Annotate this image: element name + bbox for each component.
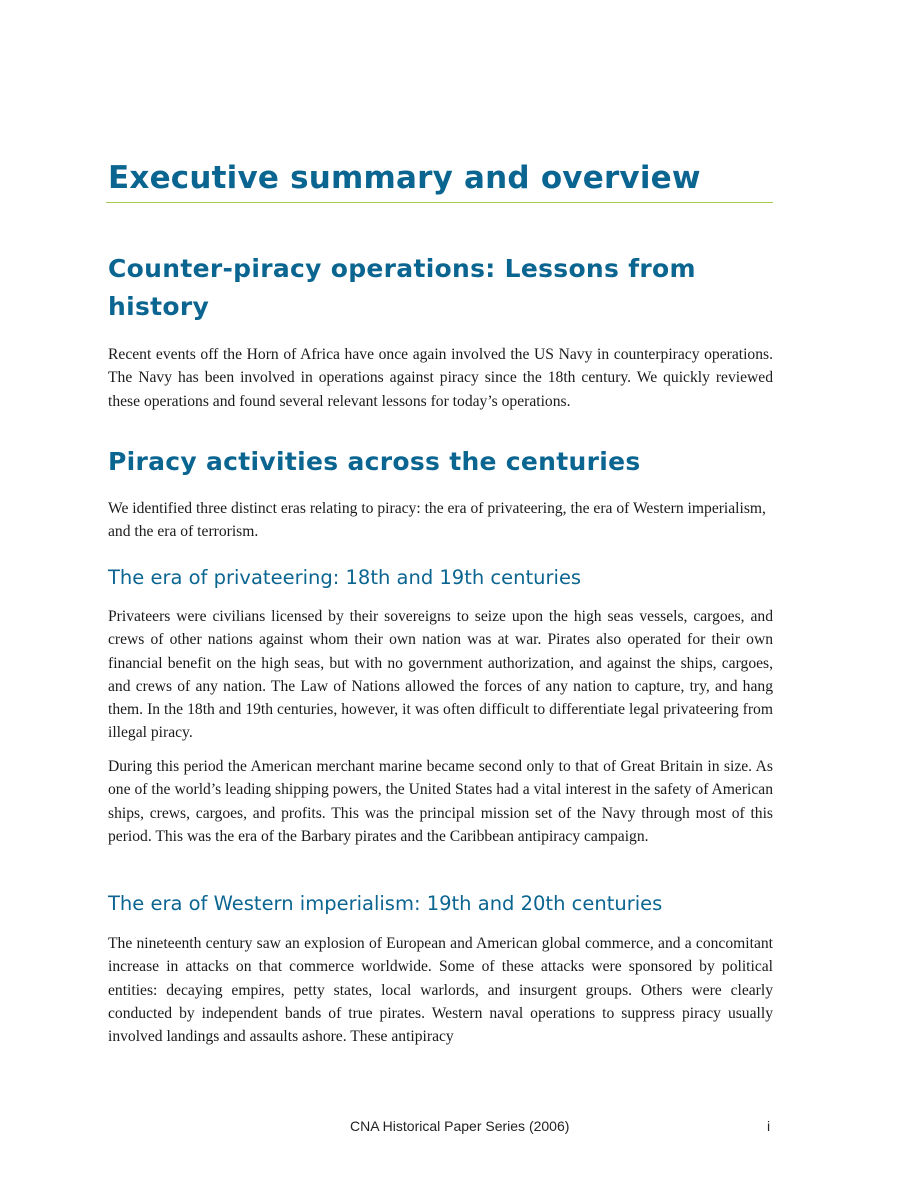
- subsection-heading: The era of privateering: 18th and 19th centuries: [108, 566, 582, 589]
- section-counter-piracy-body: [108, 343, 773, 413]
- subsection-privateering-body-2: [108, 755, 773, 848]
- paragraph: The nineteenth century saw an explosion of European and American global commerce, and a concomitant increase in attacks on that commerce worldwide. Some of these attacks were sponsored by political entities: decaying empires, petty states, local warlords, and insurgent groups. Others were clearly conducted by independent bands of true pirates. Western naval operations to suppress piracy usually involved landings and assaults ashore. These antipiracy: [108, 935, 773, 1046]
- paragraph: We identified three distinct eras relating to piracy: the era of privateering, the era of Western imperialism, and the era of terrorism.: [108, 500, 766, 541]
- subsection-heading: The era of Western imperialism: 19th and 20th centuries: [108, 892, 663, 915]
- paragraph: Privateers were civilians licensed by their sovereigns to seize upon the high seas vessels, cargoes, and crews of other nations against whom their own nation was at war. Pirates also operated for their own financial benefit on the high seas, but with no government authorization, and against the ships, cargoes, and crews of any nation. The Law of Nations allowed the forces of any nation to capture, try, and hang them. In the 18th and 19th centuries, however, it was often difficult to differentiate legal privateering from illegal piracy.: [108, 608, 773, 742]
- section-counter-piracy: [108, 250, 773, 326]
- subsection-privateering: [108, 565, 773, 591]
- section-heading: Counter-piracy operations: Lessons from history: [108, 254, 696, 321]
- paragraph: During this period the American merchant marine became second only to that of Great Britain in size. As one of the world’s leading shipping powers, the United States had a vital interest in the safety of American ships, crews, cargoes, and profits. This was the principal mission set of the Navy through most of this period. This was the era of the Barbary pirates and the Caribbean antipiracy campaign.: [108, 758, 773, 845]
- paragraph: Recent events off the Horn of Africa have once again involved the US Navy in counterpiracy operations. The Navy has been involved in operations against piracy since the 18th century. We quickly reviewed these operations and found several relevant lessons for today’s operations.: [108, 346, 773, 410]
- footer-series: CNA Historical Paper Series (2006): [350, 1118, 570, 1134]
- subsection-imperialism: [108, 891, 773, 917]
- page-title: Executive summary and overview: [108, 160, 701, 196]
- page-number: i: [767, 1118, 771, 1134]
- section-piracy-activities-body: [108, 497, 773, 544]
- title-divider: [106, 202, 773, 203]
- subsection-imperialism-body: [108, 932, 773, 1048]
- section-piracy-activities: [108, 443, 773, 481]
- section-heading: Piracy activities across the centuries: [108, 447, 641, 476]
- subsection-privateering-body: [108, 605, 773, 745]
